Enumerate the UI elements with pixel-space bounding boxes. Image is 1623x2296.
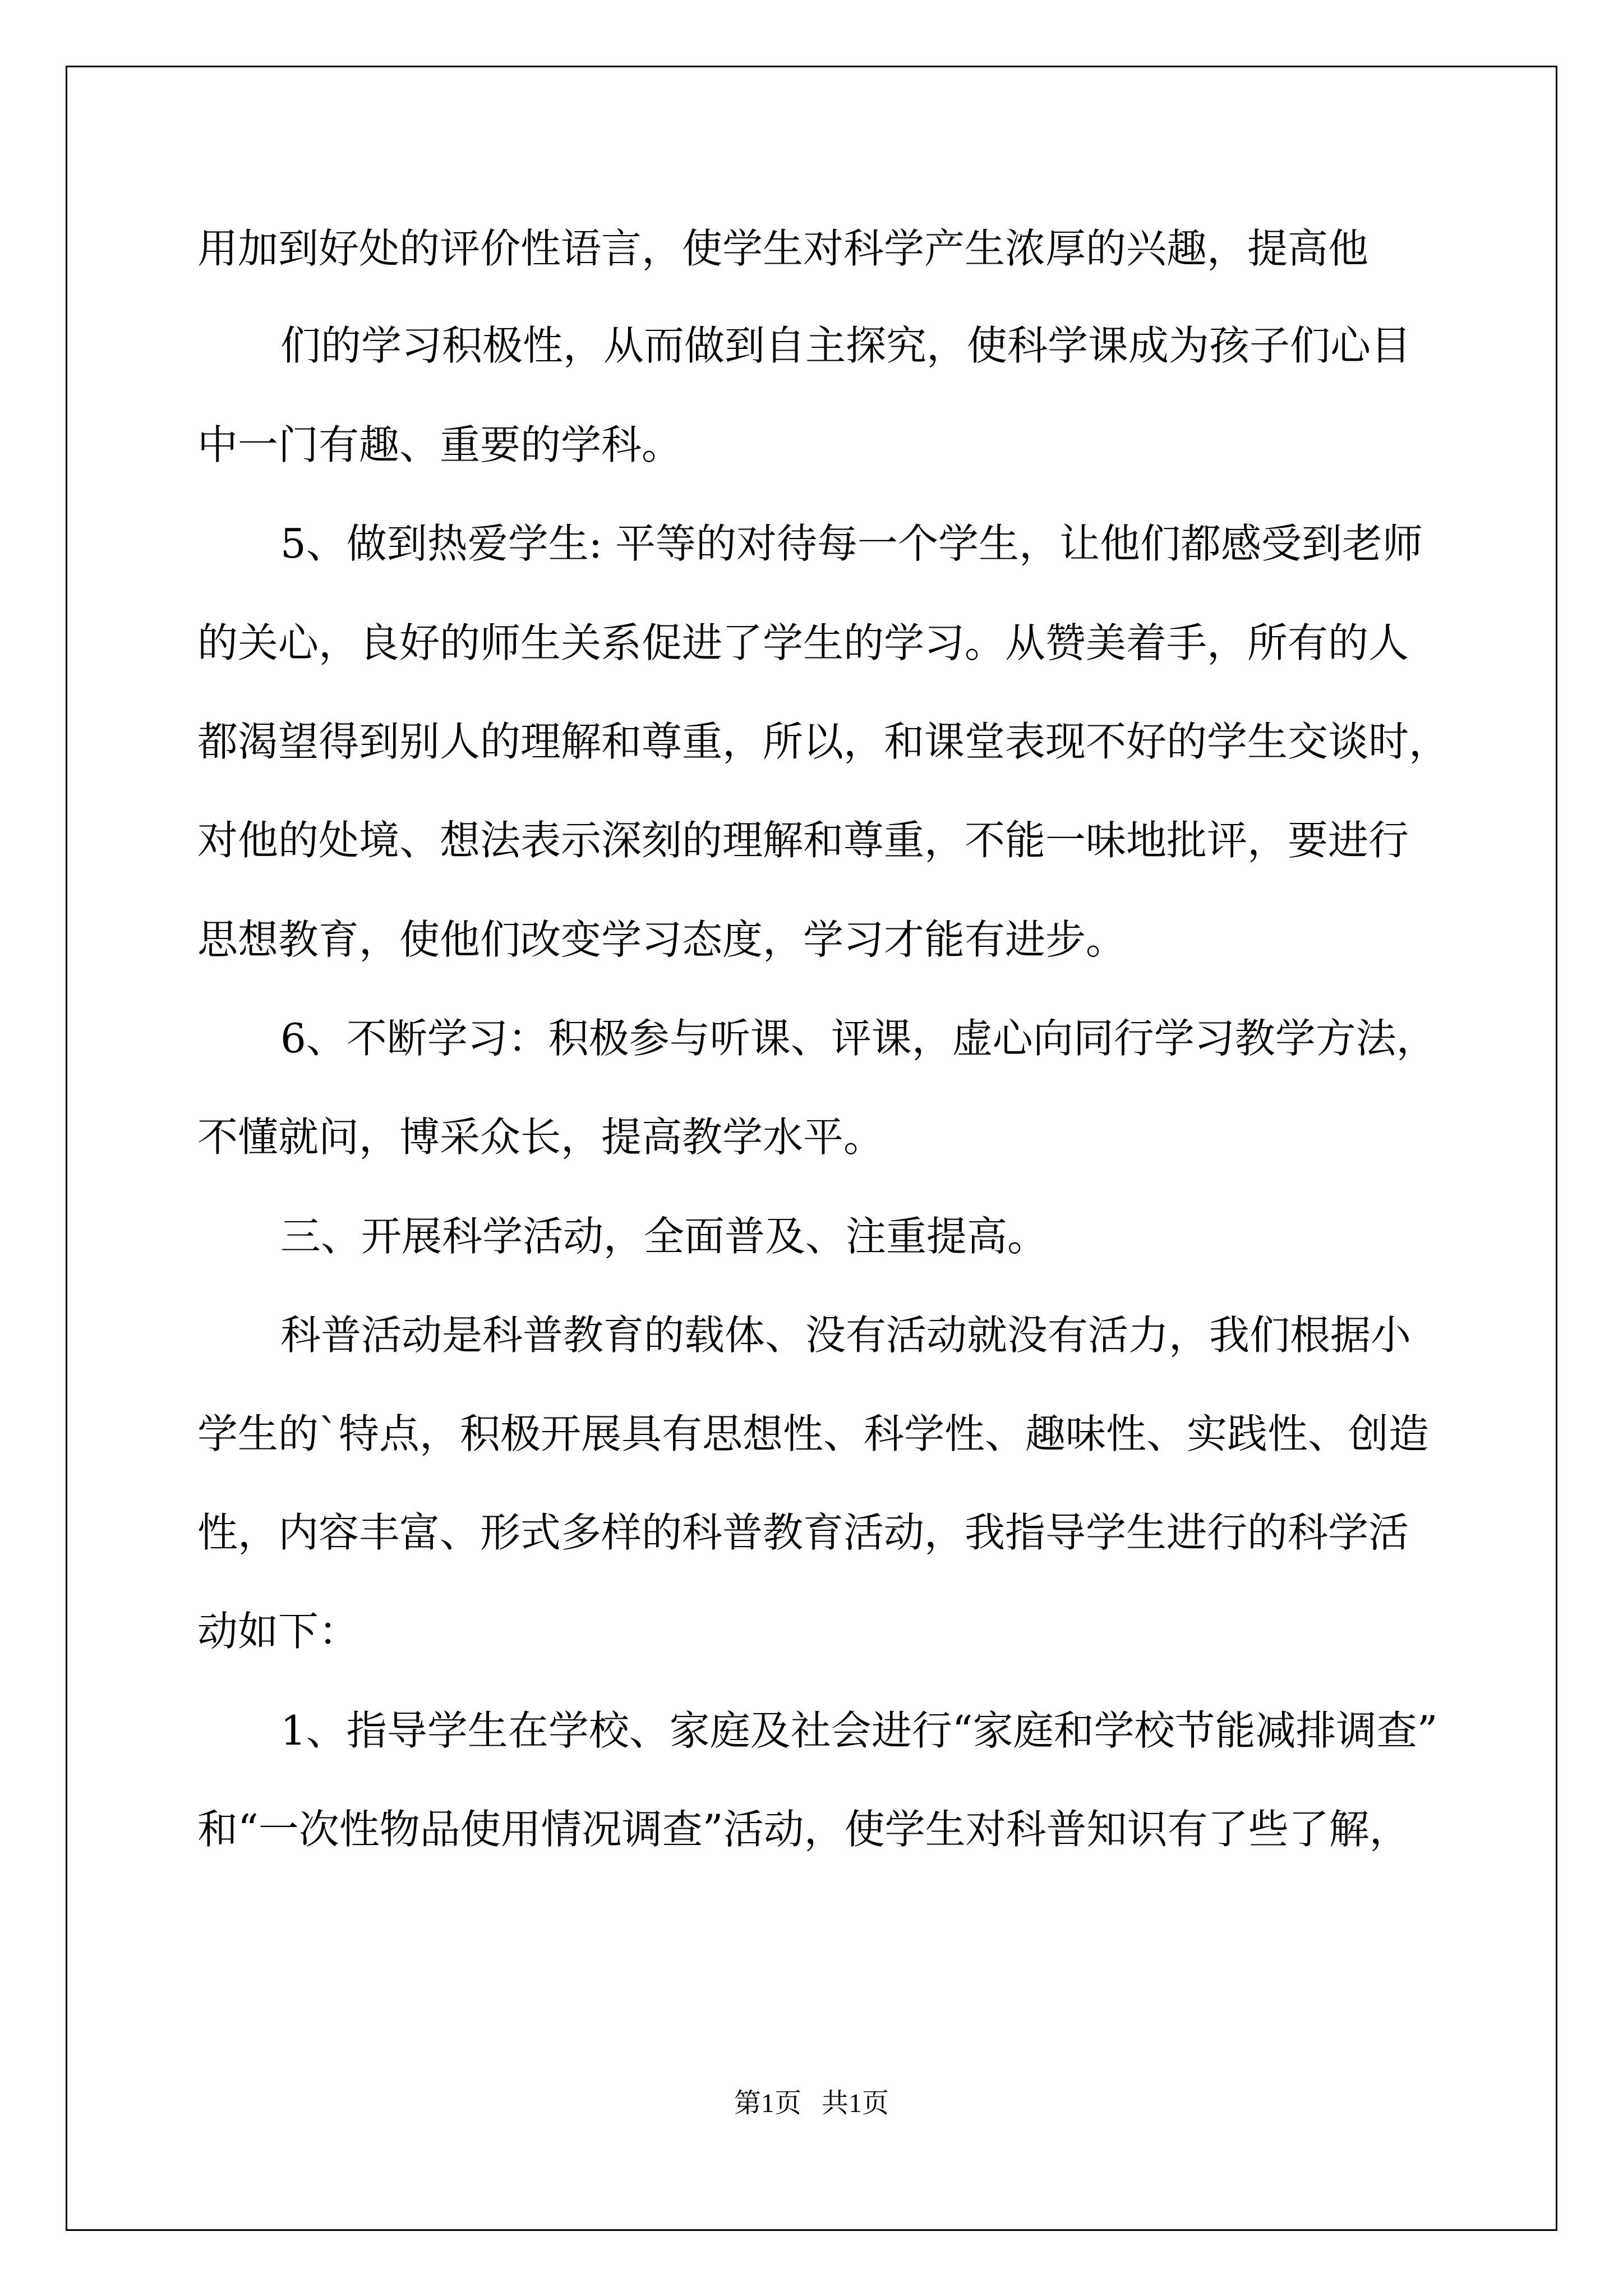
text-line: 6、不断学习：积极参与听课、评课，虚心向同行学习教学方法， bbox=[280, 1015, 1437, 1062]
text-line: 们的学习积极性，从而做到自主探究，使科学课成为孩子们心目 bbox=[280, 322, 1412, 369]
text-line: 学生的`特点，积极开展具有思想性、科学性、趣味性、实践性、创造 bbox=[197, 1410, 1430, 1457]
text-line: 5、做到热爱学生: 平等的对待每一个学生，让他们都感受到老师 bbox=[280, 520, 1423, 567]
text-line: 思想教育，使他们改变学习态度，学习才能有进步。 bbox=[197, 916, 1127, 963]
page-footer: 第1页 共1页 bbox=[734, 2088, 889, 2118]
text-line: 用加到好处的评价性语言，使学生对科学产生浓厚的兴趣，提高他 bbox=[197, 225, 1369, 272]
text-line: 动如下： bbox=[197, 1608, 359, 1655]
text-line: 中一门有趣、重要的学科。 bbox=[197, 421, 683, 468]
text-line: 科普活动是科普教育的载体、没有活动就没有活力，我们根据小 bbox=[280, 1312, 1412, 1359]
text-line: 不懂就问，博采众长，提高教学水平。 bbox=[197, 1114, 884, 1161]
text-line: 和“一次性物品使用情况调查”活动，使学生对科普知识有了些了解， bbox=[197, 1806, 1410, 1853]
text-line: 的关心，良好的师生关系促进了学生的学习。从赞美着手，所有的人 bbox=[197, 619, 1409, 666]
section-heading: 三、开展科学活动，全面普及、注重提高。 bbox=[280, 1213, 1048, 1260]
text-line: 性，内容丰富、形式多样的科普教育活动，我指导学生进行的科学活 bbox=[197, 1509, 1409, 1556]
text-line: 都渴望得到别人的理解和尊重，所以，和课堂表现不好的学生交谈时， bbox=[197, 718, 1450, 765]
text-line: 1、指导学生在学校、家庭及社会进行“家庭和学校节能减排调查” bbox=[280, 1707, 1438, 1754]
text-line: 对他的处境、想法表示深刻的理解和尊重，不能一味地批评，要进行 bbox=[197, 817, 1409, 864]
